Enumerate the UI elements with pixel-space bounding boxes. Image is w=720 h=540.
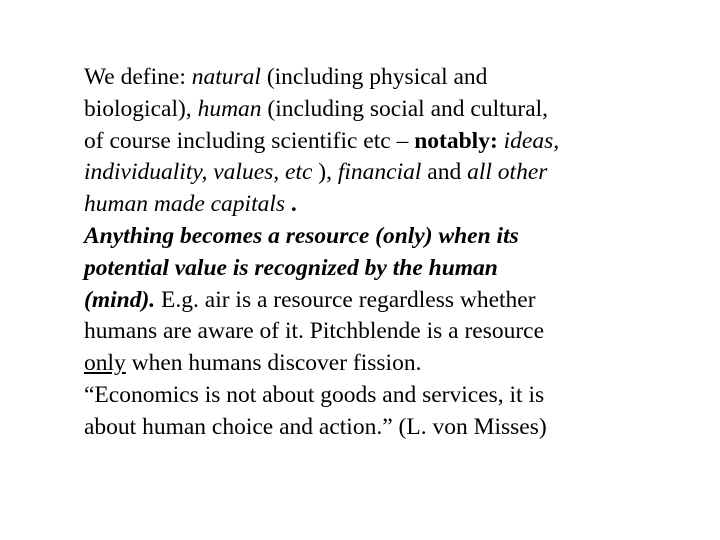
text-run: E.g. air is a resource regardless whether: [155, 286, 536, 313]
text-line-5: [84, 189, 684, 221]
text-run-bold: .: [285, 191, 297, 218]
text-run: ),: [318, 159, 338, 186]
text-run-bold-italic: Anything becomes a resource (only) when its: [84, 222, 519, 249]
text-run: biological),: [84, 95, 198, 122]
text-line-3: [84, 126, 684, 158]
text-line-10: [84, 348, 684, 380]
text-run-italic: human made capitals: [84, 191, 286, 218]
text-line-8: [84, 285, 684, 317]
text-line-1: [84, 62, 684, 94]
body-text: [84, 62, 684, 444]
text-run: about human choice and action.” (L. von Misses): [84, 413, 547, 440]
text-run-italic: human: [197, 95, 262, 122]
text-line-4: [84, 157, 684, 189]
text-run-italic: all other: [467, 159, 548, 186]
text-run-underlined: only: [84, 350, 126, 377]
text-line-12: [84, 412, 684, 444]
text-run: of course including scientific etc –: [84, 127, 415, 154]
text-line-2: [84, 94, 684, 126]
text-line-6: [84, 221, 684, 253]
text-run-bold: notably:: [414, 127, 498, 154]
text-run-bold-italic: potential value is recognized by the human: [84, 254, 498, 281]
text-run-italic: natural: [191, 64, 261, 90]
text-run: We define:: [84, 64, 192, 90]
text-run: “Economics is not about goods and services, it is: [84, 381, 545, 408]
text-run: (including social and cultural,: [261, 95, 549, 122]
text-line-11: [84, 380, 684, 412]
text-run: when humans discover fission.: [125, 350, 422, 377]
text-line-7: [84, 253, 684, 285]
text-run-italic: individuality, values, etc: [84, 159, 319, 186]
text-run-bold-italic: (mind).: [84, 286, 156, 313]
text-run: (including physical and: [260, 64, 488, 90]
text-run-italic: financial: [337, 159, 422, 186]
text-run-italic: ideas,: [503, 127, 560, 154]
text-run: and: [421, 159, 468, 186]
text-run: humans are aware of it. Pitchblende is a resource: [84, 318, 545, 345]
text-line-9: [84, 316, 684, 348]
